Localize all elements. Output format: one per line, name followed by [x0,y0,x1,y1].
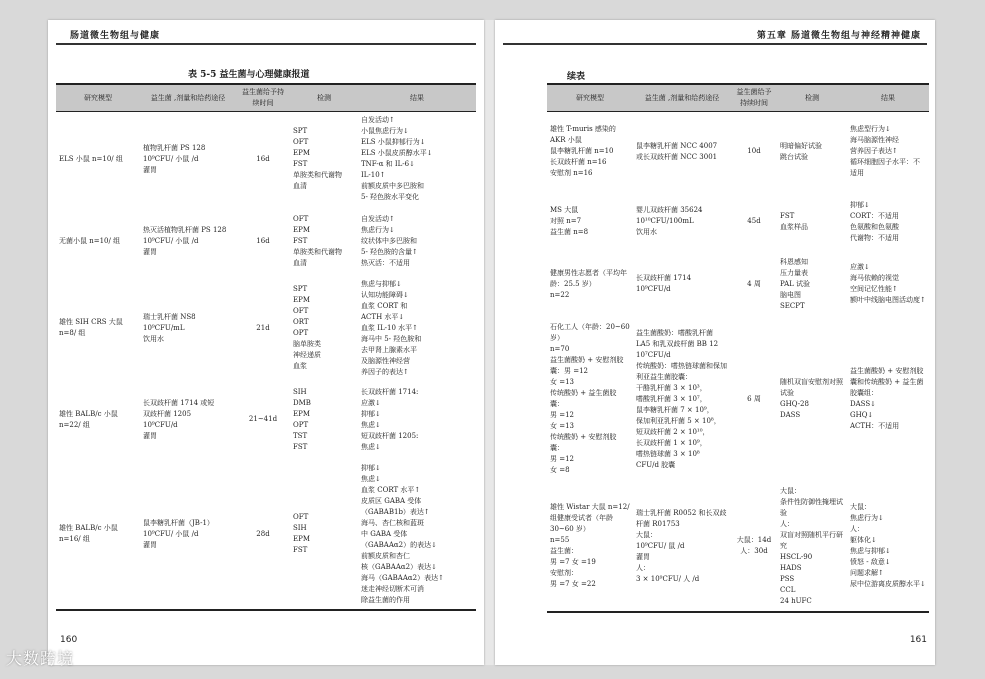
column-header: 研究模型 [56,84,140,112]
test-cell: 随机双盲安慰剂对照试验 GHQ-28 DASS [780,378,843,419]
duration-cell: 10d [747,147,761,156]
result-cell: 抑郁↓ CORT：不适用 色氨酸和色氨酸 代谢物：不适用 [850,200,899,242]
model-cell: 雄性 T-muris 感染的 AKR 小鼠 鼠李糖乳杆菌 n=10 长双歧杆菌 n=16 安慰剂 n=16 [550,125,616,178]
duration-cell: 4 周 [747,279,761,288]
result-cell: 益生菌酸奶 + 安慰剂胶囊和传统酸奶 + 益生菌胶囊组： DASS↓ GHQ↓ ACTH：不适用 [850,367,924,430]
duration-cell: 16d [256,237,270,245]
test-cell: OFT EPM FST 单胺类和代谢物 血清 [293,215,342,267]
column-header: 结果 [358,84,476,112]
result-cell: 焦虑与抑郁↓ 认知功能障碍↓ 血浆 CORT 和 ACTH 水平↓ 血浆 IL-10 水平↑ 海马中 5- 羟色胺和 去甲肾上腺素水平 及脑源性神经营 养因子的表达↑ [361,279,422,376]
probiotic-cell: 长双歧杆菌 1714 或短 双歧杆菌 1205 10⁹CFU/d 灌胃 [143,398,215,440]
right-page [495,20,935,665]
probiotic-cell: 瑞士乳杆菌 NS8 10⁹CFU/mL 饮用水 [143,312,196,343]
table-row [547,252,929,317]
probiotic-cell: 长双歧杆菌 1714 10⁹CFU/d [636,274,692,293]
header-rule [56,43,476,45]
table-header-row [56,84,476,112]
table-row [547,192,929,252]
model-cell: 雄性 BALB/c 小鼠 n=22/ 组 [59,409,118,429]
table-row [547,482,929,612]
model-cell: 健康男性志愿者（平均年龄：25.5 岁） n=22 [550,268,627,299]
column-header: 益生菌给予持续时间 [236,84,290,112]
probiotic-cell: 益生菌酸奶：嗜酸乳杆菌 LA5 和乳双歧杆菌 BB 12 10⁷CFU/d 传统酸奶：嗜热链球菌和保加利亚益生菌胶囊： 干酪乳杆菌 3 × 10³， 嗜酸乳杆菌 3 × 10⁷， 鼠李糖乳杆菌 7 × 10⁹， 保加利亚乳杆菌 5 × 10⁸， 短双歧杆菌 2 × 10¹⁰， 长双歧杆菌 1 × 10⁹， 嗜热链球菌 3 × 10⁸ CFU/d 胶囊 [636,328,727,469]
model-cell: 雄性 SIH CRS 大鼠 n=8/ 组 [59,318,123,337]
duration-cell: 21d [256,323,270,332]
model-cell: 雄性 Wistar 大鼠 n=12/ 组健康受试者（年龄 30~60 岁） n=55 益生菌： 男 =7 女 =19 安慰剂： 男 =7 女 =22 [547,482,633,612]
duration-cell: 16d [256,154,270,163]
model-cell: 石化工人（年龄：20~60 岁） n=70 益生菌酸奶 + 安慰剂胶囊：男 =12 女 =13 传统酸奶 + 益生菌胶囊： 男 =12 女 =13 传统酸奶 + 安慰剂胶囊： 男 =12 女 =8 [550,323,630,474]
result-cell: 大鼠： 焦虑行为↓ 人： 躯体化↓ 焦虑与抑郁↓ 愤怒 - 敌意↓ 问题求解↑ 尿中位游离皮质醇水平↓ [847,482,929,612]
probiotic-cell: 瑞士乳杆菌 R0052 和长双歧杆菌 R01753 大鼠： 10⁹CFU/ 鼠 /d 灌胃 人： 3 × 10⁹CFU/ 人 /d [633,482,731,612]
probiotic-cell: 热灭活植物乳杆菌 PS 128 10⁹CFU/ 小鼠 /d 灌胃 [143,226,227,256]
result-cell: 长双歧杆菌 1714: 应激↓ 抑郁↓ 焦虑↓ 短双歧杆菌 1205: 焦虑↓ [361,387,419,451]
table-row [56,207,476,277]
table-caption: 续表 [567,72,586,82]
duration-cell: 大鼠：14d 人：30d [731,482,777,612]
table-row [56,380,476,460]
table-row [56,277,476,380]
test-cell: 科恩感知 压力量表 PAL 试验 脑电图 SECPT [780,257,810,310]
page-number: 161 [909,635,927,645]
header-rule [503,43,927,45]
probiotics-table-continued [547,83,929,613]
result-cell: 应激↓ 海马依赖的视觉 空间记忆性能↑ 额叶中线脑电图活动度↑ [850,263,926,304]
test-cell: OFT SIH EPM FST [290,460,358,610]
column-header: 检测 [777,84,847,112]
result-cell: 自发活动↑ 小鼠焦虑行为↓ ELS 小鼠抑郁行为↓ ELS 小鼠皮质醇水平↓ TNF-α 和 IL-6↓ IL-10↑ 前额皮质中多巴胺和 5- 羟色胺水平变化 [361,116,433,202]
duration-cell: 6 周 [747,394,761,403]
column-header: 结果 [847,84,929,112]
test-cell: 大鼠： 条件性防御性掩埋试验 人： 双盲对照随机平行研究 HSCL-90 HADS PSS CCL 24 hUFC [777,482,847,612]
model-cell: 无菌小鼠 n=10/ 组 [59,237,121,245]
model-cell: 雄性 BALB/c 小鼠 n=16/ 组 [56,460,140,610]
left-page [48,20,484,665]
probiotics-table [56,83,476,611]
result-cell: 焦虑型行为↓ 海马脑源性神经 营养因子表达↑ 循环细胞因子水平：不 适用 [850,125,920,178]
column-header: 益生菌 ,剂量和给药途径 [140,84,236,112]
table-row [547,317,929,482]
model-cell: ELS 小鼠 n=10/ 组 [59,154,123,163]
test-cell: SPT OFT EPM FST 单胺类和代谢物 血清 [293,127,342,191]
probiotic-cell: 鼠李糖乳杆菌 NCC 4007 或长双歧杆菌 NCC 3001 [636,141,718,161]
book-gutter [484,20,495,665]
column-header: 益生菌给予持续时间 [731,84,777,112]
watermark-logo: 大数跨境 [6,649,75,668]
duration-cell: 21~41d [248,415,278,423]
duration-cell: 28d [236,460,290,610]
probiotic-cell: 植物乳杆菌 PS 128 10⁹CFU/ 小鼠 /d 灌胃 [143,143,206,174]
column-header: 研究模型 [547,84,633,112]
probiotic-cell: 鼠李糖乳杆菌（JB-1） 10⁹CFU/ 小鼠 /d 灌胃 [140,460,236,610]
column-header: 检测 [290,84,358,112]
column-header: 益生菌 ,剂量和给药途径 [633,84,731,112]
page-number: 160 [60,635,78,645]
test-cell: SIH DMB EPM OPT TST FST [293,387,311,451]
table-row [56,112,476,207]
left-running-header: 肠道微生物组与健康 [70,31,161,41]
table-header-row [547,84,929,112]
table-row [56,460,476,610]
test-cell: SPT EPM OFT ORT OPT 脑单胺类 神经递质 血浆 [293,285,321,370]
test-cell: 明暗偏好试验 跳台试验 [780,141,822,161]
result-cell: 抑郁↓ 焦虑↓ 血浆 CORT 水平↑ 皮质区 GABA 受体 （GABAB1b）表达↑ 海马、杏仁核和蓝斑 中 GABA 受体 （GABAAα2）的表达↓ 前额皮质和杏仁 核（GABAAα2）表达↓ 海马（GABAAα2）表达↑ 迷走神经切断术可消 除益生菌的作用 [358,460,476,610]
table-caption: 表 5-5 益生菌与心理健康报道 [188,70,310,80]
model-cell: MS 大鼠 对照 n=7 益生菌 n=8 [550,206,589,236]
probiotic-cell: 婴儿双歧杆菌 35624 10¹⁰CFU/100mL 饮用水 [636,206,703,236]
table-row [547,112,929,192]
right-running-header: 第五章 肠道微生物组与神经精神健康 [756,31,921,41]
result-cell: 自发活动↑ 焦虑行为↓ 纹状体中多巴胺和 5- 羟色胺的含量↑ 热灭活：不适用 [361,215,418,267]
test-cell: FST 血浆样品 [780,211,808,231]
duration-cell: 45d [747,217,761,225]
